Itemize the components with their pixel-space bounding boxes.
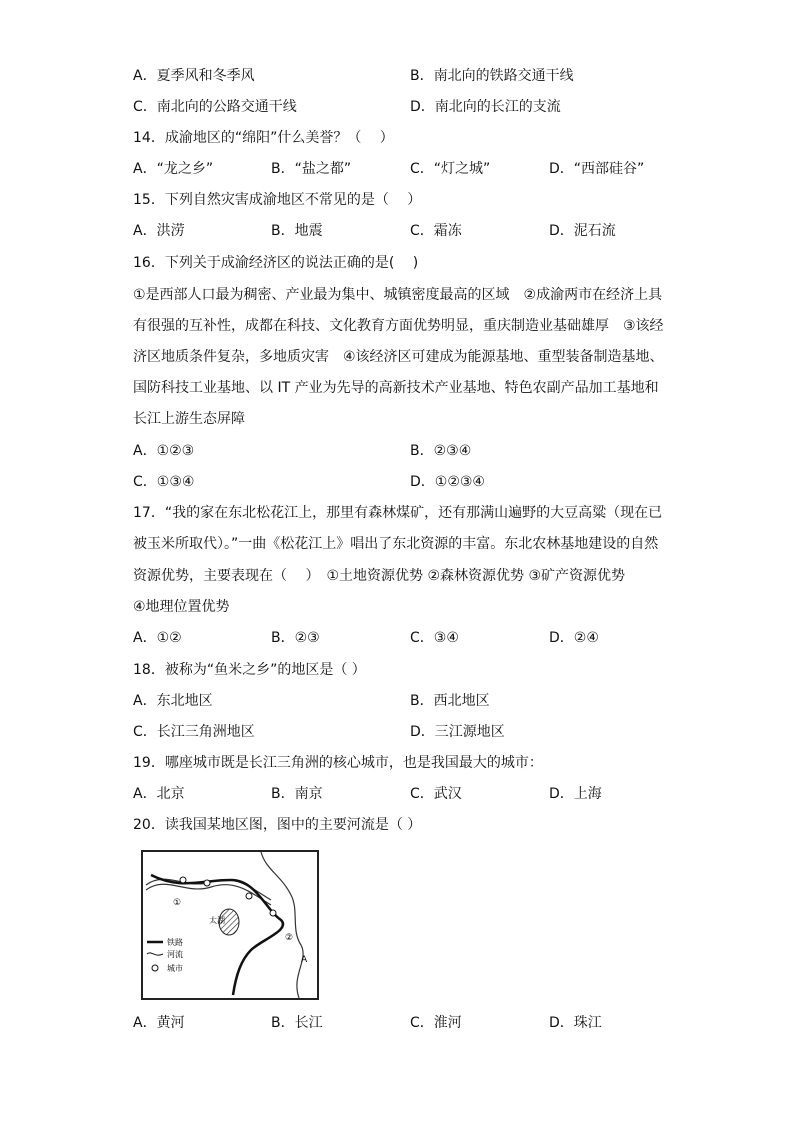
q13-option-d[interactable]: D．南北向的长江的支流 bbox=[410, 99, 561, 115]
q16-option-b[interactable]: B．②③④ bbox=[410, 443, 472, 459]
q14-stem: 14．成渝地区的“绵阳”什么美誉？（ ） bbox=[133, 130, 394, 146]
legend-railway: 铁路 bbox=[167, 938, 183, 947]
q13-option-a[interactable]: A．夏季风和冬季风 bbox=[133, 68, 255, 84]
q19-option-a[interactable]: A．北京 bbox=[133, 786, 185, 802]
q15-option-b[interactable]: B．地震 bbox=[271, 223, 323, 239]
q16-body-line: ①是西部人口最为稠密、产业最为集中、城镇密度最高的区域 ②成渝两市在经济上具 bbox=[133, 287, 663, 303]
q14-option-b[interactable]: B．“盐之都” bbox=[271, 161, 352, 177]
q19-stem: 19．哪座城市既是长江三角洲的核心城市，也是我国最大的城市： bbox=[133, 755, 543, 771]
q13-option-c[interactable]: C．南北向的公路交通干线 bbox=[133, 99, 297, 115]
q20-stem: 20．读我国某地区图，图中的主要河流是（ ） bbox=[133, 817, 422, 833]
q20-option-b[interactable]: B．长江 bbox=[271, 1015, 323, 1031]
q16-option-c[interactable]: C．①③④ bbox=[133, 474, 195, 490]
q20-option-d[interactable]: D．珠江 bbox=[549, 1015, 602, 1031]
q14-option-d[interactable]: D．“西部硅谷” bbox=[549, 161, 645, 177]
q16-body-line: 济区地质条件复杂，多地质灾害 ④该经济区可建成为能源基地、重型装备制造基地、 bbox=[133, 349, 664, 365]
city-dot bbox=[204, 880, 210, 886]
q16-body-line: 长江上游生态屏障 bbox=[133, 411, 245, 427]
q13-option-b[interactable]: B．南北向的铁路交通干线 bbox=[410, 68, 574, 84]
q18-option-b[interactable]: B．西北地区 bbox=[410, 693, 490, 709]
q19-option-b[interactable]: B．南京 bbox=[271, 786, 323, 802]
q20-option-a[interactable]: A．黄河 bbox=[133, 1015, 185, 1031]
q15-option-d[interactable]: D．泥石流 bbox=[549, 223, 616, 239]
q14-option-a[interactable]: A．“龙之乡” bbox=[133, 161, 214, 177]
lake-label: 太湖 bbox=[209, 916, 225, 925]
city-dot bbox=[270, 910, 276, 916]
q17-body-line: 被玉米所取代）。”一曲《松花江上》唱出了东北资源的丰富。东北农林基地建设的自然 bbox=[133, 536, 659, 552]
q19-option-c[interactable]: C．武汉 bbox=[410, 786, 462, 802]
legend-river: 河流 bbox=[167, 950, 183, 959]
city-dot bbox=[246, 893, 252, 899]
region-map bbox=[141, 850, 319, 1000]
q18-option-c[interactable]: C．长江三角洲地区 bbox=[133, 724, 255, 740]
q15-stem: 15．下列自然灾害成渝地区不常见的是（ ） bbox=[133, 192, 422, 208]
q17-option-c[interactable]: C．③④ bbox=[410, 630, 459, 646]
q18-option-a[interactable]: A．东北地区 bbox=[133, 693, 213, 709]
q15-option-c[interactable]: C．霜冻 bbox=[410, 223, 462, 239]
q17-body-line: 17．“我的家在东北松花江上，那里有森林煤矿，还有那满山遍野的大豆高粱（现在已 bbox=[133, 505, 663, 521]
q16-option-a[interactable]: A．①②③ bbox=[133, 443, 195, 459]
q17-body-line: 资源优势，主要表现在（ ） ①土地资源优势 ②森林资源优势 ③矿产资源优势 bbox=[133, 568, 626, 584]
q16-body-line: 国防科技工业基地、以 IT 产业为先导的高新技术产业基地、特色农副产品加工基地和 bbox=[133, 380, 659, 396]
q17-option-d[interactable]: D．②④ bbox=[549, 630, 599, 646]
legend-city: 城市 bbox=[167, 964, 183, 973]
q17-option-b[interactable]: B．②③ bbox=[271, 630, 320, 646]
q16-stem: 16．下列关于成渝经济区的说法正确的是( ) bbox=[133, 255, 419, 271]
q17-body-line: ④地理位置优势 bbox=[133, 599, 230, 615]
city-dot bbox=[180, 877, 186, 883]
marker-1: ① bbox=[173, 898, 182, 908]
q16-option-d[interactable]: D．①②③④ bbox=[410, 474, 485, 490]
q15-option-a[interactable]: A．洪涝 bbox=[133, 223, 185, 239]
q14-option-c[interactable]: C．“灯之城” bbox=[410, 161, 491, 177]
q18-stem: 18．被称为“鱼米之乡”的地区是（ ） bbox=[133, 662, 366, 678]
q20-option-c[interactable]: C．淮河 bbox=[410, 1015, 462, 1031]
marker-a: A bbox=[301, 955, 308, 965]
q17-option-a[interactable]: A．①② bbox=[133, 630, 182, 646]
q18-option-d[interactable]: D．三江源地区 bbox=[410, 724, 505, 740]
q16-body-line: 有很强的互补性，成都在科技、文化教育方面优势明显，重庆制造业基础雄厚 ③该经 bbox=[133, 318, 664, 334]
q19-option-d[interactable]: D．上海 bbox=[549, 786, 602, 802]
marker-2: ② bbox=[285, 933, 294, 943]
